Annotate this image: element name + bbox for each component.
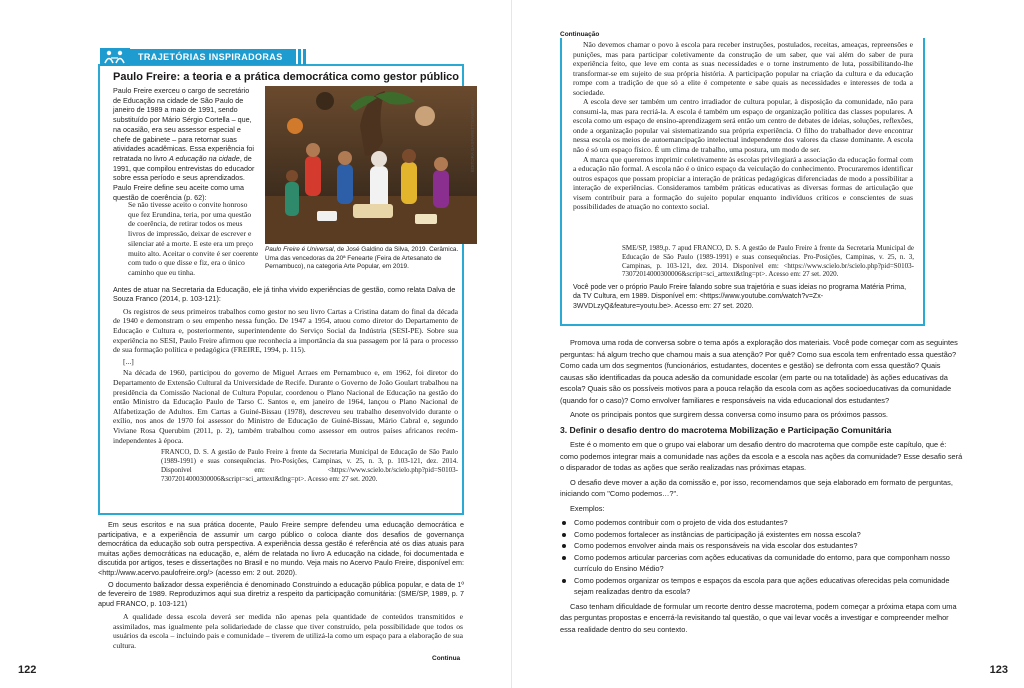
bullet-icon <box>562 579 566 583</box>
sme-paragraph-2: A escola deve ser também um centro irradiador de cultura popular, à disposição da comunidade, não para consumi-la, mas para recriá-la. A escola é também um espaço de organização política das classes populares. A escola como um espaço de ensino-aprendizagem será então um centro de debates de ideias, soluções, reflexões, onde a organização popular vai sistematizando sua própria experiência. O filho do trabalhador deve encontrar nessa escola os meios de autoemancipação intelectual independente dos valores da classe dominante. A escola não é só um espaço físico. É um clima de trabalho, uma postura, um modo de ser. <box>573 97 913 155</box>
ceramic-sculpture-photo <box>265 86 477 244</box>
left-main-text <box>98 520 464 610</box>
franco-paragraph-2: Na década de 1960, participou do governo de Miguel Arraes em Pernambuco e, em 1962, foi diretor do Departamento de Extensão Cultural da Universidade de Recife. Durante o Governo de João Goulart trabalhou na presidência da Comissão Nacional de Cultura Popular, coordenou o Plano Nacional de Educação na gestão do então Ministro da Educação Paulo de Tarso C. Santos e, em janeiro de 1964, lançou o Plano Nacional de Alfabetização de Adultos. Em Cartas a Guiné-Bissau (1978), descreveu seu trabalho desenvolvido durante o exílio, nos anos de 1970 foi assessor do Ministro de Educação de Guiné-Bissau, Mário Cabral e, segundo Viviane Rosa Querubim (2011, p. 2), também trabalhou como assessor em outros países africanos recém-independentes à época. <box>113 368 458 445</box>
list-item <box>560 517 964 529</box>
franco-intro: Antes de atuar na Secretaria da Educação, ele já tinha vivido experiências de gestão, como relata Dalva de Souza Franco (2014, p. 103-121): <box>113 285 456 304</box>
photo-credit: EDITORA GASPARETTO/AMÉRICA <box>470 98 475 172</box>
section-heading: 3. Definir o desafio dentro do macrotema Mobilização e Participação Comunitária <box>560 424 892 435</box>
list-item <box>560 540 964 552</box>
photo-caption <box>265 246 460 272</box>
list-item <box>560 529 964 541</box>
box-intro-part: , de 1991, que compilou entrevistas do educador sobre essa período e seus aprendizados. Paulo Freire define seu aceite como uma questão de coerência (p. 62): <box>113 153 255 202</box>
box-bottom-rule <box>98 513 464 515</box>
sculpture-illustration <box>265 86 477 244</box>
sme-quote-start <box>113 612 463 650</box>
banner-tail-decoration <box>293 49 307 65</box>
continuacao-label: Continuação <box>560 31 600 38</box>
bullet-icon <box>562 533 566 537</box>
banner-label: TRAJETÓRIAS INSPIRADORAS <box>130 49 293 65</box>
final-paragraph: Caso tenham dificuldade de formular um recorte dentro desse macrotema, podem começar a próxima etapa com uma das perguntas propostas e encerrá-la revisitando tal questão, o que vai levar vocês a investigar e compreender melhor essa realidade dentro do seu contexto. <box>560 601 957 634</box>
caption-details: , de José Galdino da Silva, 2019. Cerâmica. Uma das vencedoras da 20ª Fenearte (Feira de Artesanato de Pernambuco), na categoria Arte Popular, em 2019. <box>265 246 459 271</box>
roda-paragraph: Promova uma roda de conversa sobre o tema após a exploração dos materiais. Você pode começar com as seguintes perguntas: há algum trecho que chamou mais a sua atenção? Por quê? Como sua escola tem enfrentado essa questão? Como cada um dos segmentos (funcionários, estudantes, docentes e gestão) se defronta com essa questão? Quais causas são identificadas da pouca adesão da comunidade escolar (em parte ou na totalidade) às ações educativas da escola? Quais são os possíveis motivos para a pouca relação da escola com as ações socioeducativas da comunidade (quando for o caso)? Como envolver familiares e responsáveis na vida educacional dos estudantes? <box>560 338 958 405</box>
etapa-paragraph: Este é o momento em que o grupo vai elaborar um desafio dentro do macrotema que compõe este capítulo, que é: como podemos integrar mais a comunidade nas ações da escola e a escola nas ações da comunidade? Esse desafio será o disparador de todas as ações que serão realizadas nas próximas etapas. <box>560 440 963 472</box>
sme-paragraph-1: Não devemos chamar o povo à escola para receber instruções, postulados, receitas, ameaças, repreensões e punições, mas para participar coletivamente da construção de um saber, que vai além do saber de pura experiência feito, que leve em conta as suas necessidades e o torne instrumento de luta, possibilitando-lhe transformar-se em sujeito de sua própria história. A participação popular na criação da cultura e da educação rompe com a tradição de que só a elite é competente e sabe quais as necessidades e interesses de toda a sociedade. <box>573 40 913 97</box>
video-note: Você pode ver o próprio Paulo Freire falando sobre sua trajetória e suas ideias no programa Matéria Prima, da TV Cultura, em 1989. Disponível em: <https://www.youtube.com/watch?v=Zx-3WVDLzyQ&feature=youtu.be>. Acesso em: 27 set. 2020. <box>573 284 907 310</box>
bullet-icon <box>562 556 566 560</box>
list-item-text: Como podemos organizar os tempos e espaços da escola para que ações educativas oferecidas pela comunidade sejam realizadas dentro da escola? <box>574 575 950 596</box>
sme-paragraph: A qualidade dessa escola deverá ser medida não apenas pela quantidade de conteúdos transmitidos e assimilados, mas igualmente pela solidariedade de classe que tiver construído, pela possibilidade que todos os usuários da escola – incluindo pais e comunidade – tiverem de utilizá-la como um espaço para a elaboração de sua cultura. <box>113 612 463 650</box>
box-title: Paulo Freire: a teoria e a prática democrática como gestor público <box>113 71 459 83</box>
list-item-text: Como podemos contribuir com o projeto de vida dos estudantes? <box>574 518 788 527</box>
box-left-rule <box>98 64 100 515</box>
page-number-left: 122 <box>18 664 37 676</box>
main-paragraph-2: O documento balizador dessa experiência é denominado Construindo a educação pública popular, e data de 1º de fevereiro de 1989. Reproduzimos aqui sua diretriz a respeito da participação comunitária: (SME/SP, 1989, p. 7 apud FRANCO, p. 103-121) <box>98 579 464 608</box>
list-item <box>560 552 964 575</box>
continua-label: Continua <box>432 655 461 662</box>
box-intro-text <box>113 86 259 202</box>
right-box-left-rule <box>560 38 562 326</box>
page-number-right: 123 <box>989 664 1008 676</box>
main-paragraph-1: Em seus escritos e na sua prática docente, Paulo Freire sempre defendeu uma educação democrática e participativa, e a experiência de assumir um cargo público o coloca diante dos desafios de governança democrática da educação sob outra perspectiva. A experiência dessa gestão é referência até os dias atuais para muitas ações democráticas na educação, e, além de relatada no livro A educação na cidade, foi documentada e discutida por artigos, teses e dissertações no Brasil e no mundo. Veja mais no Acervo Paulo Freire, disponível em: <http://www.acervo.paulofreire.org/> (acesso em: 2 out. 2020). <box>98 520 464 577</box>
right-page <box>512 0 1024 688</box>
section-banner <box>100 48 307 66</box>
right-box-bottom-rule <box>560 324 925 326</box>
book-title: A educação na cidade <box>168 153 240 163</box>
list-item-text: Como podemos envolver ainda mais os responsáveis na vida escolar dos estudantes? <box>574 541 858 550</box>
anote-paragraph: Anote os principais pontos que surgirem dessa conversa como insumo para os próximos passos. <box>570 410 888 419</box>
examples-list <box>560 517 964 598</box>
list-item-text: Como podemos articular parcerias com ações educativas da comunidade do entorno, para que componham nosso currículo do Ensino Médio? <box>574 552 950 573</box>
box-intro-part: Paulo Freire exerceu o cargo de secretário de Educação na cidade de São Paulo de janeiro de 1989 a maio de 1991, sendo substituído por Mário Sérgio Cortella – que, na ocasião, era seu assessor especial e chefe de gabinete – para retornar suas atividades acadêmicas. Essa experiência foi retratada no livro <box>113 86 255 163</box>
ellipsis: [...] <box>123 356 134 366</box>
desafio-paragraph: O desafio deve mover a ação da comissão e, por isso, recomendamos que seja elaborado em formato de perguntas, iniciando com "Como podemos…?". <box>560 477 953 498</box>
bullet-icon <box>562 544 566 548</box>
right-box-right-rule <box>923 38 925 326</box>
franco-reference: FRANCO, D. S. A gestão de Paulo Freire à frente da Secretaria Municipal de Educação de São Paulo (1989-1991) e suas consequências. Pro-Posições, Campinas, v. 25, n. 3, p. 103-121, dez. 2014. Disponível em: <https://www.scielo.br/scielo.php?pid=S0103-73072014000300006&script=sci_arttext&tlng=pt>. Acesso em: 27 set. 2020. <box>161 448 458 483</box>
bullet-icon <box>562 521 566 525</box>
franco-paragraph-1: Os registros de seus primeiros trabalhos como gestor no seu livro Cartas a Cristina datam do final da década de 1940 e demonstram o seu empenho nessa função. De 1947 a 1954, atuou como diretor do Departamento de Educação e Cultura e, posteriormente, superintendente do Serviço Social da Indústria (SESI-PE). Sobre sua experiência no SESI, Paulo Freire afirmou que reconhecia a importância da sua passagem por lá para o processo de sua formação política e pedagógica (FREIRE, 1994, p. 115). <box>113 306 458 355</box>
people-icon <box>100 48 130 66</box>
freire-quote: Se não tivesse aceito o convite honroso que fez Erundina, teria, por uma questão de coerência, de retirar todos os meus livros de impressão, deixar de escrever e silenciar até a morte. E este era um preço muito alto. Aceitar o convite é ser coerente com tudo o que disse e fiz, era o único caminho que eu tinha. <box>128 200 259 277</box>
right-main-text <box>560 337 964 638</box>
exemplos-label: Exemplos: <box>570 503 605 513</box>
sme-reference: SME/SP, 1989,p. 7 apud FRANCO, D. S. A gestão de Paulo Freire à frente da Secretaria Municipal de Educação de São Paulo (1989-1991) e suas consequências. Pro-Posições, Campinas, v. 25, n. 3, Campinas, p. 103-121, dez. 2014. Disponível em: <https://www.scielo.br/scielo.php?pid=S0103-73072014000300006&script=sci_arttext&tlng=pt>. Acesso em: 27 set. 2020. <box>622 244 914 279</box>
list-item-text: Como podemos fortalecer as instâncias de participação já existentes em nossa escola? <box>574 529 861 539</box>
gestao-section <box>113 285 458 483</box>
sme-quote-continued <box>573 40 913 212</box>
list-item <box>560 575 964 598</box>
artwork-title: Paulo Freire é Universal <box>265 246 334 253</box>
franco-quote <box>113 307 458 445</box>
sme-paragraph-3: A marca que queremos imprimir coletivamente às escolas privilegiará a associação da educação formal com a educação não formal. A escola não é o único espaço da veiculação do conhecimento. Procuraremos identificar outros espaços que possam propiciar a interação de práticas pedagógicas diferenciadas de modo a possibilitar a interação de experiências. Consideramos também práticas educativas as diversas formas de articulação que visem contribuir para a formação do sujeito popular enquanto indivíduos críticos e conscientes de suas possibilidades de atuação no contexto social. <box>573 154 913 212</box>
